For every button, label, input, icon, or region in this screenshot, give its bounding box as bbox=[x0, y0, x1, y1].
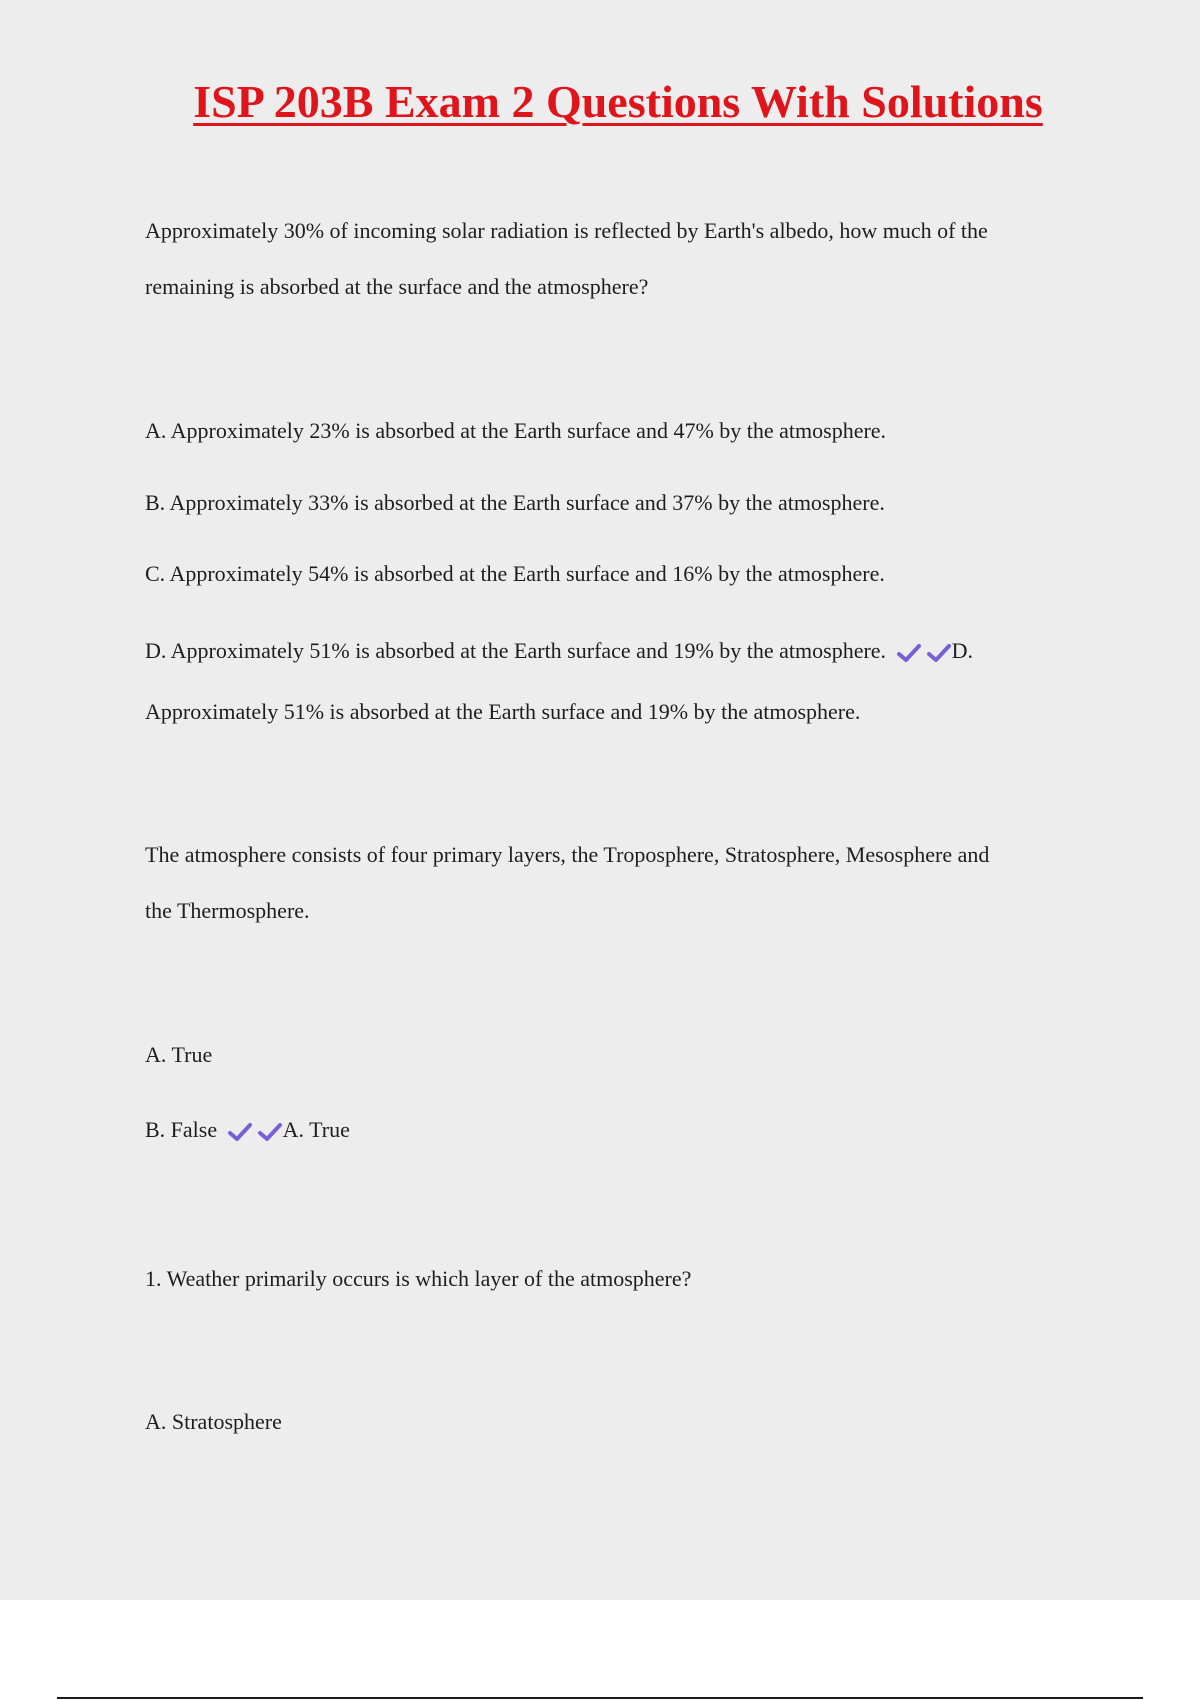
question-1-option-a: A. Approximately 23% is absorbed at the Earth surface and 47% by the atmosphere. bbox=[145, 418, 887, 443]
question-2-answer: A. True bbox=[282, 1117, 350, 1142]
question-2-prompt-line-2: the Thermosphere. bbox=[145, 898, 310, 923]
footer-divider bbox=[57, 1697, 1143, 1699]
question-1-answer-prefix: D. bbox=[951, 638, 973, 663]
question-1-option-d: D. Approximately 51% is absorbed at the Earth surface and 19% by the atmosphere. bbox=[145, 638, 887, 663]
question-3-prompt: 1. Weather primarily occurs is which layer of the atmosphere? bbox=[145, 1266, 692, 1291]
checkmark-icon bbox=[227, 1121, 253, 1143]
checkmark-icon bbox=[926, 642, 952, 664]
question-1-option-c: C. Approximately 54% is absorbed at the Earth surface and 16% by the atmosphere. bbox=[145, 561, 885, 586]
question-1-prompt-line-1: Approximately 30% of incoming solar radiation is reflected by Earth's albedo, how much of the bbox=[145, 218, 988, 243]
question-2-option-b: B. False bbox=[145, 1117, 218, 1142]
question-1-prompt-line-2: remaining is absorbed at the surface and the atmosphere? bbox=[145, 274, 649, 299]
question-1-option-b: B. Approximately 33% is absorbed at the Earth surface and 37% by the atmosphere. bbox=[145, 490, 885, 515]
question-3-option-a: A. Stratosphere bbox=[145, 1409, 282, 1434]
checkmark-icon bbox=[896, 642, 922, 664]
question-2-option-a: A. True bbox=[145, 1042, 213, 1067]
question-2-option-b-row bbox=[145, 1116, 350, 1144]
question-1-option-d-row bbox=[145, 637, 973, 665]
question-1-answer-continuation: Approximately 51% is absorbed at the Earth surface and 19% by the atmosphere. bbox=[145, 699, 861, 724]
question-2-prompt-line-1: The atmosphere consists of four primary layers, the Troposphere, Stratosphere, Mesosphere and bbox=[145, 842, 990, 867]
document-title: ISP 203B Exam 2 Questions With Solutions bbox=[193, 76, 1043, 127]
checkmark-icon bbox=[257, 1121, 283, 1143]
